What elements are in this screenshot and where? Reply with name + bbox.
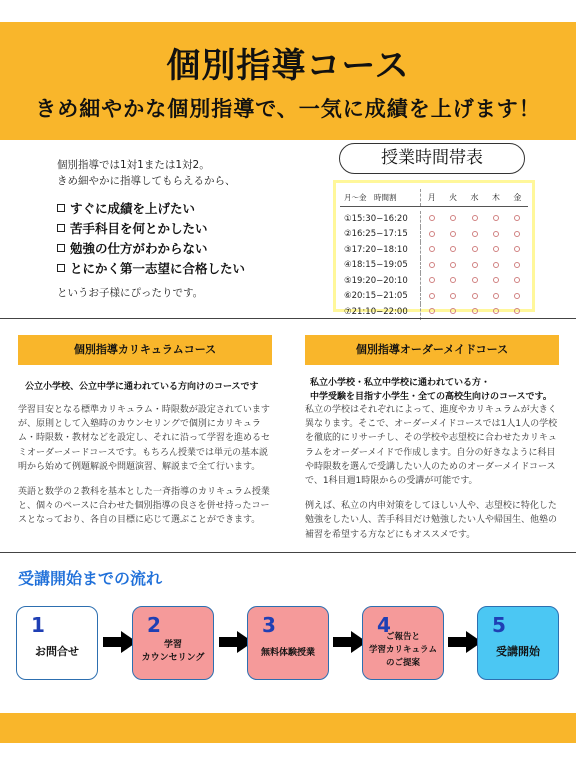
schedule-cell bbox=[507, 261, 528, 270]
schedule-cell bbox=[421, 276, 442, 285]
curriculum-paragraph: 学習目安となる標準カリキュラム・時限数が設定されていますが、原則として入塾時のカウンセリングで個別にカリキュラム・時限数・教材などを設定し、それに沿って学習を進めるセミオーダーメードコースです。もちろん授業では単元の基本説明から始めて例題解説や問題演習、解説まで全て行います。 bbox=[18, 405, 271, 472]
schedule-cell bbox=[464, 292, 485, 301]
intro-line: 個別指導では1対1または1対2。 bbox=[57, 159, 210, 171]
header-banner bbox=[0, 22, 576, 140]
circle-mark-icon bbox=[472, 231, 478, 237]
ordermade-course-lead bbox=[310, 376, 565, 404]
schedule-day-header: 水 bbox=[470, 193, 479, 202]
circle-mark-icon bbox=[472, 246, 478, 252]
step-number: 1 bbox=[31, 613, 45, 637]
step-label: お問合せ bbox=[35, 645, 79, 658]
schedule-slot-label: ④18:15−19:05 bbox=[344, 260, 408, 271]
circle-mark-icon bbox=[493, 308, 499, 314]
schedule-cell bbox=[507, 230, 528, 239]
ordermade-lead-line: 中学受験を目指す小学生・全ての高校生向けのコースです。 bbox=[310, 392, 552, 402]
schedule-cell bbox=[442, 214, 463, 223]
flow-title: 受講開始までの流れ bbox=[18, 569, 163, 588]
schedule-cell bbox=[485, 245, 506, 254]
page-title: 個別指導コース bbox=[166, 46, 410, 86]
flow-step-trial-lesson bbox=[247, 606, 329, 680]
circle-mark-icon bbox=[472, 293, 478, 299]
circle-mark-icon bbox=[493, 277, 499, 283]
curriculum-paragraph: 英語と数学の２教科を基本とした一斉指導のカリキュラム授業と、個々のペースに合わせた個別指導の良さを併せ持ったコースとなっており、各自の目標に応じて選ぶことができます。 bbox=[18, 487, 270, 526]
schedule-cell bbox=[464, 276, 485, 285]
circle-mark-icon bbox=[429, 293, 435, 299]
schedule-slot-label: ⑥20:15−21:05 bbox=[344, 291, 408, 302]
schedule-cell bbox=[507, 276, 528, 285]
schedule-row bbox=[340, 227, 528, 243]
curriculum-course-title: 個別指導カリキュラムコース bbox=[18, 335, 272, 365]
circle-mark-icon bbox=[514, 277, 520, 283]
schedule-day-header: 金 bbox=[513, 193, 522, 202]
schedule-slot-label: ①15:30−16:20 bbox=[344, 213, 408, 224]
schedule-day-header: 火 bbox=[449, 193, 458, 202]
flow-step-start bbox=[477, 606, 559, 680]
schedule-cell bbox=[507, 307, 528, 316]
ordermade-paragraph: 例えば、私立の内申対策をしてほしい人や、志望校に特化した勉強をしたい人、苦手科目だけ勉強したい人や帰国生、他塾の補習を希望する方などにもオススメです。 bbox=[305, 501, 558, 540]
checklist-item: 苦手科目を何とかしたい bbox=[57, 219, 327, 239]
circle-mark-icon bbox=[450, 215, 456, 221]
circle-mark-icon bbox=[493, 215, 499, 221]
intro-text bbox=[57, 157, 317, 189]
schedule-slot-label: ②16:25−17:15 bbox=[344, 229, 408, 240]
curriculum-course-lead: 公立小学校、公立中学に通われている方向けのコースです bbox=[25, 382, 259, 392]
circle-mark-icon bbox=[472, 262, 478, 268]
schedule-cell bbox=[442, 276, 463, 285]
checklist bbox=[57, 199, 327, 279]
checklist-item: 勉強の仕方がわからない bbox=[57, 239, 327, 259]
ordermade-paragraph: 私立の学校はそれぞれによって、進度やカリキュラムが大きく異なります。そこで、オーダーメイドコースでは1人1人の学校を徹底的にリサーチし、その学校や志望校に合わせたカリキュラムをオーダーメイドで作成します。自分の好きなように科目や時限数を選んで受講したい人のためのオーダーメイドコースで、1科目週1時限からの受講が可能です。 bbox=[305, 405, 558, 487]
intro-line: きめ細やかに指導してもらえるから、 bbox=[57, 175, 236, 187]
schedule-cell bbox=[421, 245, 442, 254]
step-number: 5 bbox=[492, 613, 506, 637]
schedule-slot-label: ⑦21:10−22:00 bbox=[344, 306, 408, 317]
schedule-cell bbox=[421, 214, 442, 223]
circle-mark-icon bbox=[450, 277, 456, 283]
schedule-cell bbox=[485, 307, 506, 316]
circle-mark-icon bbox=[450, 246, 456, 252]
circle-mark-icon bbox=[514, 293, 520, 299]
schedule-cells bbox=[420, 242, 528, 258]
circle-mark-icon bbox=[450, 293, 456, 299]
circle-mark-icon bbox=[450, 262, 456, 268]
schedule-day-header: 月 bbox=[427, 193, 436, 202]
section-divider bbox=[0, 318, 576, 319]
flow-step-inquiry bbox=[16, 606, 98, 680]
schedule-slot-label: ③17:20−18:10 bbox=[344, 244, 408, 255]
schedule-cell bbox=[464, 245, 485, 254]
circle-mark-icon bbox=[429, 231, 435, 237]
page-subtitle: きめ細やかな個別指導で、一気に成績を上げます！ bbox=[35, 97, 541, 121]
schedule-cell bbox=[421, 261, 442, 270]
schedule-cell bbox=[442, 245, 463, 254]
schedule-grid bbox=[340, 189, 528, 320]
step-label: 学習 カウンセリング bbox=[141, 640, 205, 663]
schedule-row bbox=[340, 258, 528, 274]
section-divider bbox=[0, 552, 576, 553]
step-number: 2 bbox=[147, 613, 161, 637]
circle-mark-icon bbox=[472, 215, 478, 221]
schedule-cell bbox=[464, 214, 485, 223]
checkbox-icon bbox=[57, 224, 65, 232]
schedule-slot-label: ⑤19:20−20:10 bbox=[344, 275, 408, 286]
circle-mark-icon bbox=[514, 308, 520, 314]
schedule-cells bbox=[420, 273, 528, 289]
circle-mark-icon bbox=[493, 231, 499, 237]
schedule-cell bbox=[485, 230, 506, 239]
step-number: 3 bbox=[262, 613, 276, 637]
checklist-item: とにかく第一志望に合格したい bbox=[57, 259, 327, 279]
intro-closing: というお子様にぴったりです。 bbox=[57, 287, 204, 299]
circle-mark-icon bbox=[429, 262, 435, 268]
circle-mark-icon bbox=[450, 308, 456, 314]
ordermade-course-body bbox=[305, 403, 563, 542]
schedule-cells bbox=[420, 227, 528, 243]
schedule-cell bbox=[507, 214, 528, 223]
circle-mark-icon bbox=[514, 215, 520, 221]
schedule-cell bbox=[485, 276, 506, 285]
schedule-cell bbox=[442, 261, 463, 270]
circle-mark-icon bbox=[493, 246, 499, 252]
footer-banner bbox=[0, 713, 576, 743]
schedule-cells bbox=[420, 258, 528, 274]
circle-mark-icon bbox=[472, 308, 478, 314]
circle-mark-icon bbox=[514, 262, 520, 268]
schedule-header-slot: 月〜金 時間割 bbox=[344, 193, 397, 202]
schedule-cell bbox=[464, 261, 485, 270]
schedule-day-headers bbox=[420, 189, 528, 206]
checkbox-icon bbox=[57, 244, 65, 252]
schedule-cells bbox=[420, 289, 528, 305]
circle-mark-icon bbox=[514, 246, 520, 252]
circle-mark-icon bbox=[514, 231, 520, 237]
step-label: 受講開始 bbox=[496, 645, 540, 658]
schedule-cells bbox=[420, 211, 528, 227]
circle-mark-icon bbox=[472, 277, 478, 283]
schedule-cell bbox=[442, 307, 463, 316]
schedule-cell bbox=[464, 230, 485, 239]
checkbox-icon bbox=[57, 264, 65, 272]
schedule-table bbox=[333, 180, 535, 317]
circle-mark-icon bbox=[450, 231, 456, 237]
schedule-cell bbox=[442, 230, 463, 239]
schedule-title: 授業時間帯表 bbox=[339, 143, 525, 174]
step-label: 無料体験授業 bbox=[260, 648, 315, 658]
schedule-row bbox=[340, 242, 528, 258]
schedule-day-header: 木 bbox=[491, 193, 500, 202]
schedule-cell bbox=[464, 307, 485, 316]
ordermade-lead-line: 私立小学校・私立中学校に通われている方・ bbox=[310, 378, 491, 388]
schedule-cell bbox=[485, 261, 506, 270]
flow-step-counseling bbox=[132, 606, 214, 680]
schedule-row bbox=[340, 211, 528, 227]
ordermade-course-title: 個別指導オーダーメイドコース bbox=[305, 335, 559, 365]
schedule-row bbox=[340, 289, 528, 305]
step-number: 4 bbox=[377, 613, 391, 637]
schedule-cell bbox=[421, 307, 442, 316]
circle-mark-icon bbox=[429, 215, 435, 221]
circle-mark-icon bbox=[493, 262, 499, 268]
schedule-cell bbox=[421, 292, 442, 301]
schedule-cell bbox=[485, 292, 506, 301]
schedule-cell bbox=[421, 230, 442, 239]
circle-mark-icon bbox=[429, 308, 435, 314]
schedule-cell bbox=[507, 292, 528, 301]
circle-mark-icon bbox=[493, 293, 499, 299]
schedule-cell bbox=[485, 214, 506, 223]
checkbox-icon bbox=[57, 204, 65, 212]
curriculum-course-body bbox=[18, 403, 272, 528]
checklist-item: すぐに成績を上げたい bbox=[57, 199, 327, 219]
schedule-header-row bbox=[340, 189, 528, 207]
step-label: ご報告と 学習カリキュラム のご提案 bbox=[369, 632, 437, 668]
schedule-row bbox=[340, 273, 528, 289]
circle-mark-icon bbox=[429, 246, 435, 252]
schedule-cell bbox=[442, 292, 463, 301]
flow-step-proposal bbox=[362, 606, 444, 680]
circle-mark-icon bbox=[429, 277, 435, 283]
schedule-cell bbox=[507, 245, 528, 254]
